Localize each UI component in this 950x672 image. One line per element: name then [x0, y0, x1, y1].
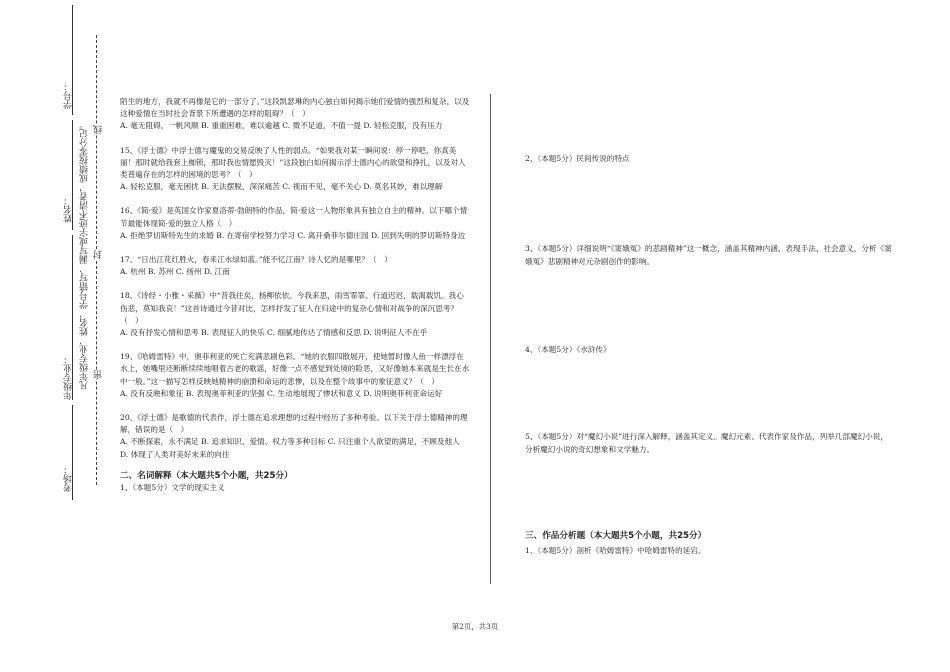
- question-17: [120, 254, 470, 278]
- cut-mark-seal-2: 封: [94, 250, 104, 259]
- binding-margin: [0, 0, 110, 672]
- cut-line: [96, 35, 97, 485]
- section-2-question-5: 5、（本题5分）对“魔幻小说”进行深入解释，涵盖其定义、魔幻元素、代表作家及作品，列举几部魔幻小说，分析魔幻小说的奇幻想象和文学魅力。: [525, 432, 888, 454]
- question-16: [120, 205, 470, 242]
- question-text: 20、《浮士德》是歌德的代表作，浮士德在追求理想的过程中经历了多种考验。以下关于浮士德精神的理解，错误的是（ ）: [120, 413, 468, 435]
- question-text: 18、《诗经・小雅・采薇》中“昔我往矣，杨柳依依。今我来思，雨雪霏霏。行道迟迟，载渴载饥。我心伤悲，莫知我哀！”这首诗通过今昔对比，怎样抒发了征人在归途中的复杂心情和对战争的深沉思考？（ ）: [120, 291, 464, 325]
- question-text: 15、《浮士德》中浮士德与魔鬼的交易反映了人性的弱点。“如果我对某一瞬间说：停一停吧，你真美丽！那时就给我套上枷锁，那时我也情愿毁灭！”这段独白如何揭示浮士德内心的欲望和挣扎，以及对人类普遍存在的怎样的困境的思考？（ ）: [120, 145, 466, 180]
- question-19: [120, 351, 470, 400]
- cut-mark-seal-3: 密: [94, 370, 104, 379]
- column-separator: [490, 94, 491, 584]
- section-2-question-4: 4、（本题5分）《水浒传》: [525, 345, 611, 354]
- question-18: [120, 290, 470, 339]
- field-class-label: 年级专业：: [64, 355, 74, 400]
- question-options: A. 没有反映和象征 B. 表现奥菲利亚的坚强 C. 生动地展现了惨状和意义 D. 说明奥菲利亚命运好: [120, 388, 443, 398]
- field-school-label: 学号：: [64, 82, 74, 109]
- question-options: A. 毫无阻碍，一帆风顺 B. 重重困难，难以逾越 C. 微不足道，不值一提 D. 轻松克服，没有压力: [120, 121, 443, 131]
- question-text: 陌生的地方，我就不再像是它的一部分了。”这段凯瑟琳的内心独白如何揭示她们爱情的强烈和复杂，以及这种爱情在当时社会背景下所遭遇的怎样的阻碍？（ ）: [120, 97, 470, 119]
- question-14-continued: [120, 96, 470, 133]
- question-options: A. 不断探索，永不满足 B. 追求知识、爱情、权力等多种目标 C. 只注重个人欲望的满足，不顾及他人 D. 体现了人类对美好未来的向往: [120, 437, 460, 459]
- question-20: [120, 412, 470, 461]
- section-2-question-3: 3、（本题5分）详细说明“《窦娥冤》的悲剧精神”这一概念，涵盖其精神内涵、表现手法、社会意义，分析《窦娥冤》悲剧精神对元杂剧创作的影响。: [525, 244, 892, 266]
- section-2-question-2: 2、（本题5分）民间传说的特点: [525, 154, 630, 163]
- section-3-title: 三、作品分析题（本大题共5个小题，共25分）: [525, 531, 707, 541]
- binding-warning: 凡年级专业、姓名、学号错写、漏写或字迹不清者，成绩按零分记。: [80, 120, 90, 390]
- field-name-label: 姓名：: [64, 196, 74, 223]
- field-exam-label: 考场：: [64, 465, 74, 492]
- section-3-question-1: 1、（本题5分）剖析《哈姆雷特》中哈姆雷特的延宕。: [525, 546, 706, 555]
- question-options: A. 轻松克服，毫无困扰 B. 无法摆脱，深深痛苦 C. 视而不见，毫不关心 D. 莫名其妙，难以理解: [120, 182, 443, 192]
- question-text: 16、《简·爱》是英国女作家夏洛蒂·勃朗特的作品，简·爱这一人物形象具有独立自主的精神。以下哪个情节最能体现简·爱的独立人格（ ）: [120, 206, 468, 228]
- cut-mark-seal-1: 线: [94, 125, 104, 134]
- question-options: A. 杭州 B. 苏州 C. 扬州 D. 江南: [120, 267, 230, 277]
- question-text: 17、“日出江花红胜火，春来江水绿如蓝。”能不忆江南？诗人忆的是哪里？（ ）: [120, 255, 392, 265]
- left-column: [120, 96, 470, 494]
- question-options: A. 拒绝罗切斯特先生的求婚 B. 在寄宿学校努力学习 C. 离开桑菲尔德庄园 D. 回到失明的罗切斯特身边: [120, 230, 466, 240]
- question-text: 19、《哈姆雷特》中，奥菲利亚的死亡充满悲剧色彩。“她的衣服四散展开，使她暂时像人鱼一样漂浮在水上，她嘴里还断断续续地唱着古老的歌谣，好像一点不感觉到处境的险恶，又好像她本来就是生长在水中一般。”这一描写怎样反映她精神的崩溃和命运的悲惨，以及在整个故事中的象征意义？（ ）: [120, 352, 470, 386]
- section-2-question-1: 1、（本题5分）文学的现实主义: [120, 483, 225, 493]
- question-options: A. 没有抒发心情和思考 B. 表现征人的快乐 C. 细腻地传达了情感和反思 D. 说明征人不在乎: [120, 328, 428, 338]
- section-2-title: 二、名词解释（本大题共5个小题，共25分）: [120, 470, 293, 481]
- question-15: [120, 145, 470, 194]
- page-number: 第2页，共3页: [451, 622, 499, 631]
